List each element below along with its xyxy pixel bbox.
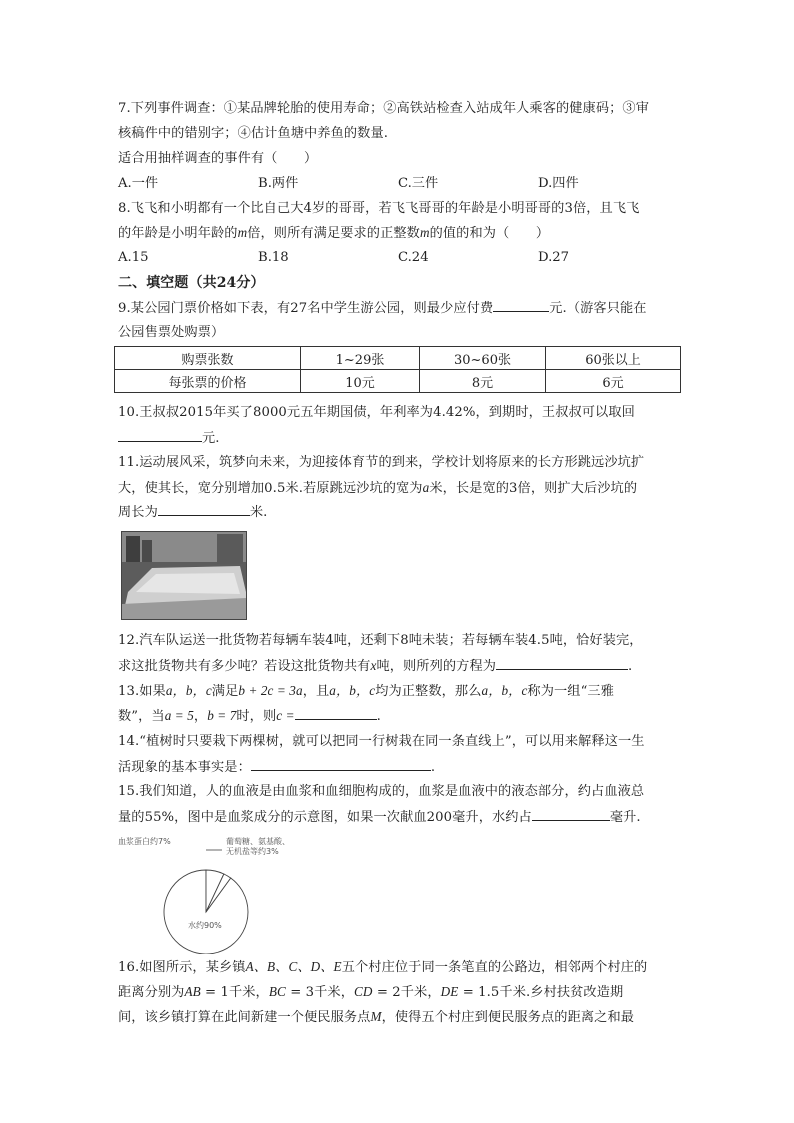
section2-heading: 二、填空题（共24分） xyxy=(118,275,265,291)
table-cell: 10元 xyxy=(301,370,420,393)
q16-line1: 16.如图所示，某乡镇A、B、C、D、E五个村庄位于同一条笔直的公路边，相邻两个村庄的 xyxy=(118,959,648,975)
sand-pit-photo-drawing xyxy=(122,532,246,619)
q9-line2: 公园售票处购票） xyxy=(118,325,225,340)
q12-line2: 求这批货物共有多少吨？若设这批货物共有x吨，则所列的方程为 . xyxy=(118,658,633,674)
q10-line1: 10.王叔叔2015年买了8000元五年期国债，年利率为4.42%，到期时，王叔叔可以取回 xyxy=(118,405,635,420)
answer-blank[interactable] xyxy=(251,758,431,771)
q7-line2: 核稿件中的错别字；④估计鱼塘中养鱼的数量. xyxy=(118,126,389,141)
q14-line1: 14.“植树时只要栽下两棵树，就可以把同一行树栽在同一条直线上”，可以用来解释这一生 xyxy=(118,734,645,749)
q7-option-b: B.两件 xyxy=(258,176,299,191)
pie-label-protein: 血浆蛋白约7% xyxy=(118,837,171,846)
pie-label-water: 水约90% xyxy=(188,921,222,930)
table-row xyxy=(115,347,681,370)
q10-line2: 元. xyxy=(118,429,220,448)
q15-line2: 量的55%，图中是血浆成分的示意图，如果一次献血200毫升，水约占 毫升. xyxy=(118,810,641,825)
q16-line2: 距离分别为AB = 1千米，BC = 3千米，CD = 2千米，DE = 1.5千米.乡村扶贫改造期 xyxy=(118,984,624,1000)
q13-line1: 13.如果a，b，c满足b + 2c = 3a，且a，b，c均为正整数，那么a，b，c称为一组“三雅 xyxy=(118,683,614,699)
q7-line3: 适合用抽样调查的事件有（ ） xyxy=(118,151,318,166)
plasma-pie-chart xyxy=(116,834,336,954)
table-cell: 60张以上 xyxy=(546,347,681,370)
q7-option-a: A.一件 xyxy=(118,176,159,191)
answer-blank[interactable] xyxy=(295,707,377,720)
q8-option-c: C.24 xyxy=(398,250,429,265)
q13-line2: 数”，当a = 5，b = 7时，则c = . xyxy=(118,708,381,724)
q8-line2: 的年龄是小明年龄的m倍，则所有满足要求的正整数m的值的和为（ ） xyxy=(118,225,550,241)
q11-line1: 11.运动展风采，筑梦向未来，为迎接体育节的到来，学校计划将原来的长方形跳远沙坑扩 xyxy=(118,455,645,470)
pie-label-other-line1: 葡萄糖、氨基酸、 xyxy=(226,837,290,846)
q8-option-d: D.27 xyxy=(538,250,570,265)
q9-line1: 9.某公园门票价格如下表，有27名中学生游公园，则最少应付费 元.（游客只能在 xyxy=(118,301,647,316)
q8-line1: 8.飞飞和小明都有一个比自己大4岁的哥哥，若飞飞哥哥的年龄是小明哥哥的3倍，且飞飞 xyxy=(118,201,640,216)
q15-line1: 15.我们知道，人的血液是由血浆和血细胞构成的，血浆是血液中的液态部分，约占血液总 xyxy=(118,784,645,799)
pie-label-other-line2: 无机盐等约3% xyxy=(226,847,279,856)
answer-blank[interactable] xyxy=(118,429,202,442)
sand-pit-photo xyxy=(121,531,247,620)
q12-line1: 12.汽车队运送一批货物若每辆车装4吨，还剩下8吨未装；若每辆车装4.5吨，恰好装完， xyxy=(118,633,643,648)
q8-option-a: A.15 xyxy=(118,250,149,265)
table-cell: 30~60张 xyxy=(420,347,546,370)
table-row xyxy=(115,370,681,393)
table-cell: 每张票的价格 xyxy=(115,370,301,393)
answer-blank[interactable] xyxy=(532,808,610,821)
answer-blank[interactable] xyxy=(496,657,628,670)
q11-line3: 周长为 米. xyxy=(118,505,268,520)
table-cell: 购票张数 xyxy=(115,347,301,370)
q8-option-b: B.18 xyxy=(258,250,289,265)
ticket-price-table xyxy=(114,346,681,393)
table-cell: 6元 xyxy=(546,370,681,393)
q11-line2: 大，使其长，宽分别增加0.5米.若原跳远沙坑的宽为a米，长是宽的3倍，则扩大后沙坑的 xyxy=(118,480,638,496)
table-cell: 8元 xyxy=(420,370,546,393)
table-cell: 1~29张 xyxy=(301,347,420,370)
q7-line1: 7.下列事件调查：①某品牌轮胎的使用寿命；②高铁站检查入站成年人乘客的健康码；③审 xyxy=(118,101,649,116)
q7-option-c: C.三件 xyxy=(398,176,439,191)
q7-option-d: D.四件 xyxy=(538,176,579,191)
answer-blank[interactable] xyxy=(158,503,250,516)
q14-line2: 活现象的基本事实是： . xyxy=(118,760,436,775)
q16-line3: 间，该乡镇打算在此间新建一个便民服务点M，使得五个村庄到便民服务点的距离之和最 xyxy=(118,1009,635,1025)
answer-blank[interactable] xyxy=(493,299,549,312)
